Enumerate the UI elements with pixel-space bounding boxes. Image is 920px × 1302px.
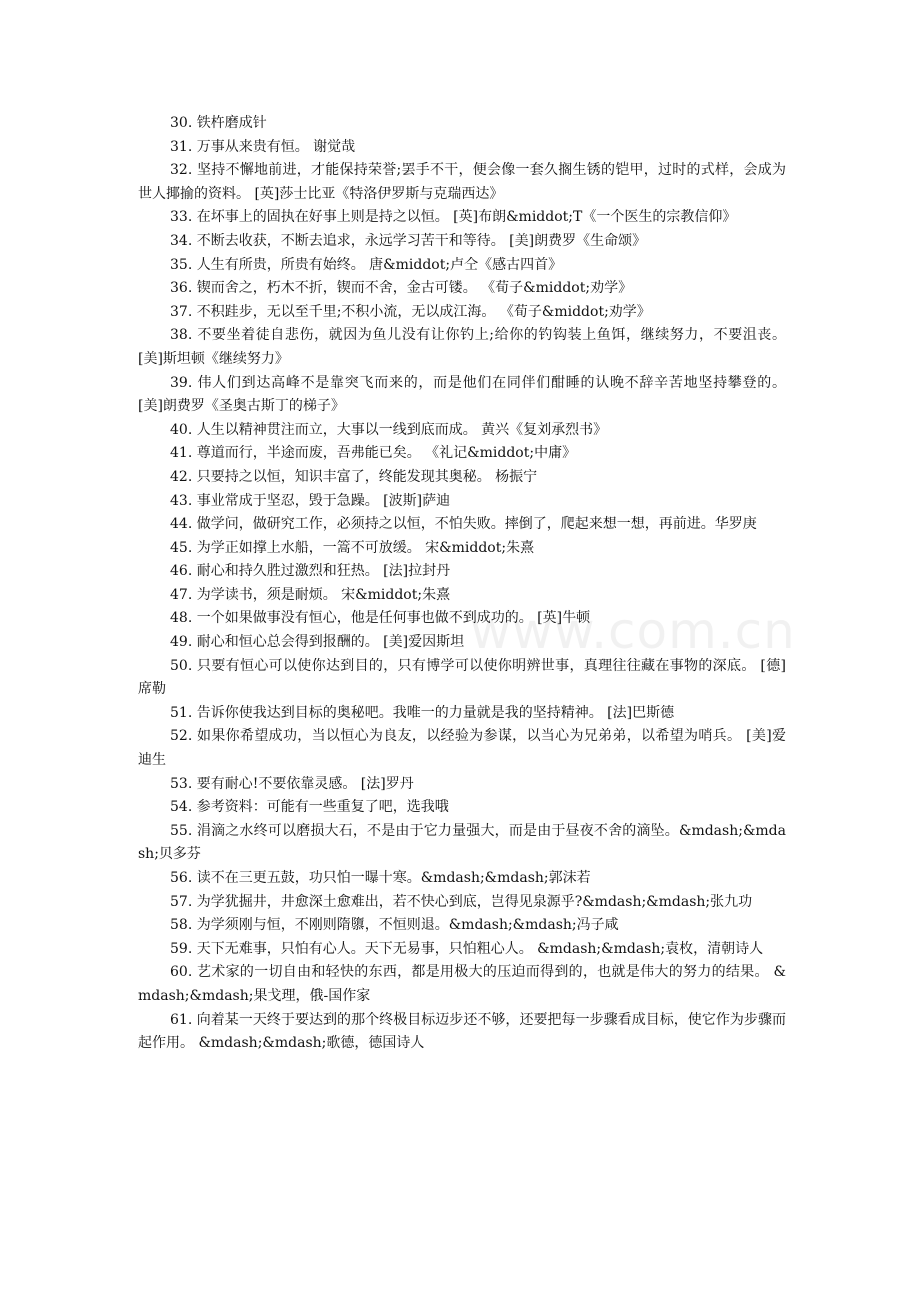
quote-item: 38. 不要坐着徒自悲伤，就因为鱼儿没有让你钓上;给你的钓钩装上鱼饵，继续努力，不要沮丧。 [美]斯坦顿《继续努力》	[138, 327, 786, 367]
quote-item: 59. 天下无难事，只怕有心人。天下无易事，只怕粗心人。 &mdash;&mdash;袁枚，清朝诗人	[170, 940, 764, 957]
quote-item: 57. 为学犹掘井，井愈深土愈难出，若不快心到底，岂得见泉源乎?&mdash;&mdash;张九功	[170, 893, 753, 910]
quote-item: 58. 为学须刚与恒，不刚则隋隳，不恒则退。&mdash;&mdash;冯子咸	[170, 917, 619, 934]
quote-item: 36. 锲而舍之，朽木不折，锲而不舍，金古可镂。 《荀子&middot;劝学》	[170, 280, 633, 297]
quote-item: 44. 做学问，做研究工作，必须持之以恒，不怕失败。摔倒了，爬起来想一想，再前进。华罗庚	[170, 516, 757, 533]
quote-item: 61. 向着某一天终于要达到的那个终极目标迈步还不够，还要把每一步骤看成目标，使它作为步骤而起作用。 &mdash;&mdash;歌德，德国诗人	[138, 1011, 786, 1052]
watermark: www.com.cn	[470, 602, 796, 660]
quote-item: 34. 不断去收获，不断去追求，永远学习苦干和等待。 [美]朗费罗《生命颂》	[170, 232, 647, 249]
quote-item: 32. 坚持不懈地前进，才能保持荣誉;罢手不干，便会像一套久搁生锈的铠甲，过时的式样，会成为世人揶揄的资料。 [英]莎士比亚《特洛伊罗斯与克瑞西达》	[138, 162, 786, 202]
quote-item: 35. 人生有所贵，所贵有始终。 唐&middot;卢仝《感古四首》	[170, 256, 563, 273]
quote-item: 41. 尊道而行，半途而废，吾弗能已矣。 《礼记&middot;中庸》	[170, 445, 577, 462]
quote-list	[138, 112, 786, 1056]
quote-item: 31. 万事从来贵有恒。 谢觉哉	[170, 138, 356, 155]
quote-item: 45. 为学正如撑上水船，一篙不可放缓。 宋&middot;朱熹	[170, 539, 535, 556]
quote-item: 54. 参考资料：可能有一些重复了吧，选我哦	[170, 799, 449, 816]
quote-item: 46. 耐心和持久胜过激烈和狂热。 [法]拉封丹	[170, 563, 451, 580]
quote-item: 51. 告诉你使我达到目标的奥秘吧。我唯一的力量就是我的坚持精神。 [法]巴斯德	[170, 704, 675, 721]
quote-item: 33. 在坏事上的固执在好事上则是持之以恒。 [英]布朗&middot;T《一个医生的宗教信仰》	[170, 209, 737, 226]
quote-item: 49. 耐心和恒心总会得到报酬的。 [美]爱因斯坦	[170, 634, 465, 651]
quote-item: 30. 铁杵磨成针	[170, 115, 267, 131]
quote-item: 42. 只要持之以恒，知识丰富了，终能发现其奥秘。 杨振宁	[170, 468, 538, 485]
quote-item: 47. 为学读书，须是耐烦。 宋&middot;朱熹	[170, 586, 451, 603]
quote-item: 48. 一个如果做事没有恒心，他是任何事也做不到成功的。 [英]牛顿	[170, 610, 591, 627]
quote-item: 56. 读不在三更五鼓，功只怕一曝十寒。&mdash;&mdash;郭沫若	[170, 870, 591, 886]
quote-item: 37. 不积跬步，无以至千里;不积小流，无以成江海。 《荀子&middot;劝学》	[170, 303, 651, 320]
quote-item: 50. 只要有恒心可以使你达到目的，只有博学可以使你明辨世事，真理往往藏在事物的深底。 [德]席勒	[138, 657, 786, 698]
quote-item: 60. 艺术家的一切自由和轻快的东西，都是用极大的压迫而得到的，也就是伟大的努力的结果。 &mdash;&mdash;果戈理，俄-国作家	[138, 964, 786, 1004]
quote-item: 40. 人生以精神贯注而立，大事以一线到底而成。 黄兴《复刘承烈书》	[170, 421, 608, 438]
quote-item: 55. 涓滴之水终可以磨损大石，不是由于它力量强大，而是由于昼夜不舍的滴坠。&mdash;&mdash;贝多芬	[138, 822, 786, 863]
quote-item: 52. 如果你希望成功，当以恒心为良友，以经验为参谋，以当心为兄弟弟，以希望为哨兵。 [美]爱迪生	[138, 728, 786, 769]
quote-item: 53. 要有耐心!不要依靠灵感。 [法]罗丹	[170, 775, 414, 792]
quote-item: 43. 事业常成于坚忍，毁于急躁。 [波斯]萨迪	[170, 492, 451, 509]
quote-item: 39. 伟人们到达高峰不是靠突飞而来的，而是他们在同伴们酣睡的认晚不辞辛苦地坚持攀登的。 [美]朗费罗《圣奥古斯丁的梯子》	[138, 374, 786, 415]
